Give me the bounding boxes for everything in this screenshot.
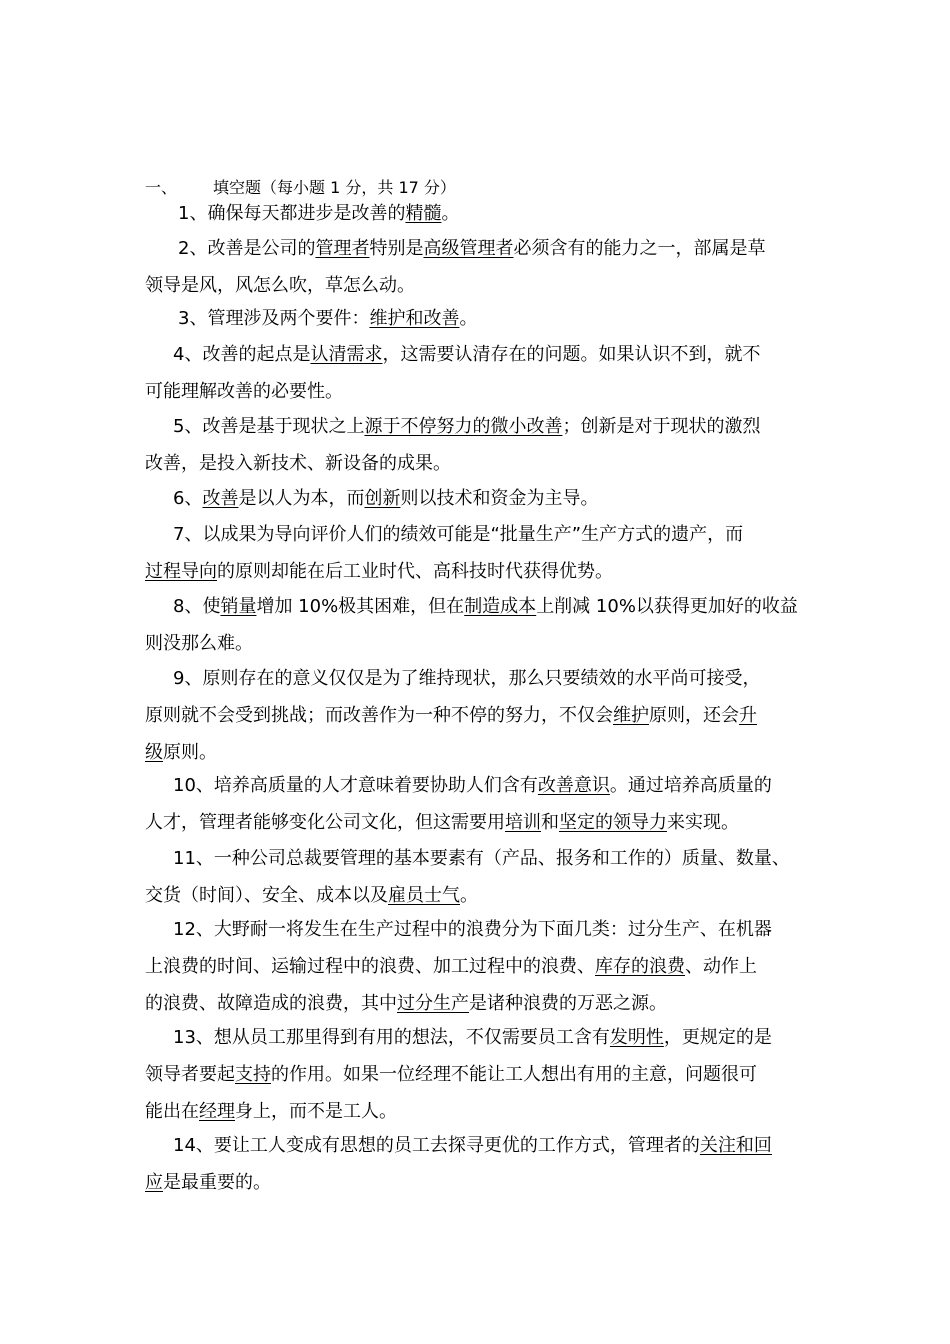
section-title: 填空题（每小题 1 分，共 17 分）	[213, 178, 456, 197]
question-line	[145, 767, 815, 804]
question-item	[145, 195, 815, 232]
question-item	[145, 767, 815, 841]
question-item	[145, 588, 815, 662]
answer-blank: 经理	[199, 1101, 235, 1122]
question-text: 原则。	[163, 742, 217, 763]
question-line	[145, 840, 815, 877]
question-text: 5、改善是基于现状之上	[173, 416, 365, 437]
answer-blank: 精髓	[405, 203, 442, 224]
question-line	[145, 734, 815, 771]
question-line	[145, 660, 815, 697]
question-line	[145, 697, 815, 734]
answer-blank: 认清需求	[310, 344, 383, 365]
question-text: ，更规定的是	[663, 1027, 772, 1048]
question-line	[145, 1164, 815, 1201]
question-text: 12、大野耐一将发生在生产过程中的浪费分为下面几类：过分生产、在机器	[173, 919, 772, 940]
question-text: 13、想从员工那里得到有用的想法，不仅需要员工含有	[173, 1027, 610, 1048]
question-text: 是诸种浪费的万恶之源。	[469, 993, 667, 1014]
question-text: 6、	[173, 488, 203, 509]
question-item	[145, 911, 815, 1022]
answer-blank: 坚定的领导力	[559, 812, 667, 833]
question-text: 1、确保每天都进步是改善的	[178, 203, 406, 224]
question-line	[145, 300, 815, 337]
question-line	[145, 408, 815, 445]
question-line	[145, 985, 815, 1022]
question-item	[145, 840, 815, 914]
question-item	[145, 516, 815, 590]
question-item	[145, 408, 815, 482]
question-text: 领导者要起	[145, 1064, 235, 1085]
question-line	[145, 1019, 815, 1056]
question-line	[145, 336, 815, 373]
answer-blank: 发明性	[609, 1027, 664, 1048]
question-line	[145, 948, 815, 985]
question-text: 。	[441, 203, 460, 224]
question-text: 的原则却能在后工业时代、高科技时代获得优势。	[217, 561, 613, 582]
question-line	[145, 516, 815, 553]
question-text: 11、一种公司总裁要管理的基本要素有（产品、报务和工作的）质量、数量、	[173, 848, 790, 869]
question-text: 是最重要的。	[163, 1172, 271, 1193]
question-line	[145, 195, 815, 232]
question-text: 原则就不会受到挑战；而改善作为一种不停的努力，不仅会	[145, 705, 613, 726]
question-text: 必须含有的能力之一，部属是草	[513, 238, 766, 259]
question-item	[145, 660, 815, 771]
question-line	[145, 1127, 815, 1164]
question-text: 改善，是投入新技术、新设备的成果。	[145, 453, 451, 474]
question-text: 的作用。如果一位经理不能让工人想出有用的主意，问题很可	[271, 1064, 757, 1085]
answer-blank: 维护	[613, 705, 649, 726]
question-line	[145, 877, 815, 914]
question-text: 增加 10%极其困难，但在	[256, 596, 465, 617]
question-text: 来实现。	[667, 812, 739, 833]
question-text: 14、要让工人变成有思想的员工去探寻更优的工作方式，管理者的	[173, 1135, 700, 1156]
answer-blank: 高级管理者	[423, 238, 514, 259]
question-line	[145, 911, 815, 948]
question-text: 。通过培养高质量的	[609, 775, 772, 796]
question-text: 能出在	[145, 1101, 199, 1122]
question-line	[145, 588, 815, 625]
answer-blank: 库存的浪费	[595, 956, 685, 977]
question-line	[145, 230, 815, 267]
question-text: 人才，管理者能够变化公司文化，但这需要用	[145, 812, 505, 833]
question-text: 的浪费、故障造成的浪费，其中	[145, 993, 397, 1014]
question-item	[145, 336, 815, 410]
question-item	[145, 1127, 815, 1201]
question-text: 特别是	[369, 238, 424, 259]
question-text: 则没那么难。	[145, 633, 253, 654]
answer-blank: 源于不停努力的微小改善	[364, 416, 563, 437]
answer-blank: 改善	[202, 488, 239, 509]
question-text: 3、管理涉及两个要件：	[178, 308, 370, 329]
section-number: 一、	[145, 178, 178, 197]
question-text: 身上，而不是工人。	[235, 1101, 397, 1122]
question-line	[145, 445, 815, 482]
answer-blank: 改善意识	[537, 775, 610, 796]
question-text: 9、原则存在的意义仅仅是为了维持现状，那么只要绩效的水平尚可接受，	[173, 668, 761, 689]
question-line	[145, 1093, 815, 1130]
question-text: 则以技术和资金为主导。	[400, 488, 599, 509]
question-item	[145, 1019, 815, 1130]
question-line	[145, 373, 815, 410]
question-text: 4、改善的起点是	[173, 344, 311, 365]
answer-blank: 支持	[235, 1064, 271, 1085]
answer-blank: 管理者	[315, 238, 370, 259]
answer-blank: 过分生产	[397, 993, 469, 1014]
question-text: 7、以成果为导向评价人们的绩效可能是“批量生产”生产方式的遗产，而	[173, 524, 744, 545]
answer-blank: 维护和改善	[369, 308, 460, 329]
question-text: 交货（时间）、安全、成本以及	[145, 885, 388, 906]
answer-blank: 应	[145, 1172, 163, 1193]
answer-blank: 制造成本	[464, 596, 537, 617]
answer-blank: 培训	[505, 812, 541, 833]
question-text: 上浪费的时间、运输过程中的浪费、加工过程中的浪费、	[145, 956, 595, 977]
question-line	[145, 267, 815, 304]
answer-blank: 创新	[364, 488, 401, 509]
question-line	[145, 804, 815, 841]
question-text: 。	[460, 885, 478, 906]
question-text: 可能理解改善的必要性。	[145, 381, 343, 402]
question-text: 2、改善是公司的	[178, 238, 316, 259]
question-text: 原则，还会	[649, 705, 739, 726]
answer-blank: 雇员士气	[388, 885, 460, 906]
question-line	[145, 553, 815, 590]
question-item	[145, 480, 815, 517]
question-line	[145, 1056, 815, 1093]
question-text: 8、使	[173, 596, 221, 617]
answer-blank: 级	[145, 742, 163, 763]
question-text: 。	[459, 308, 478, 329]
question-item	[145, 230, 815, 304]
answer-blank: 销量	[220, 596, 257, 617]
answer-blank: 升	[739, 705, 757, 726]
question-text: 、动作上	[685, 956, 757, 977]
answer-blank: 过程导向	[145, 561, 217, 582]
question-text: 和	[541, 812, 559, 833]
question-line	[145, 480, 815, 517]
question-text: 上削减 10%以获得更加好的收益	[536, 596, 798, 617]
question-text: ；创新是对于现状的激烈	[562, 416, 761, 437]
question-text: 领导是风，风怎么吹，草怎么动。	[145, 275, 415, 296]
question-text: 是以人为本，而	[238, 488, 365, 509]
question-text: ，这需要认清存在的问题。如果认识不到，就不	[382, 344, 761, 365]
question-item	[145, 300, 815, 337]
question-line	[145, 625, 815, 662]
answer-blank: 关注和回	[699, 1135, 772, 1156]
question-text: 10、培养高质量的人才意味着要协助人们含有	[173, 775, 538, 796]
